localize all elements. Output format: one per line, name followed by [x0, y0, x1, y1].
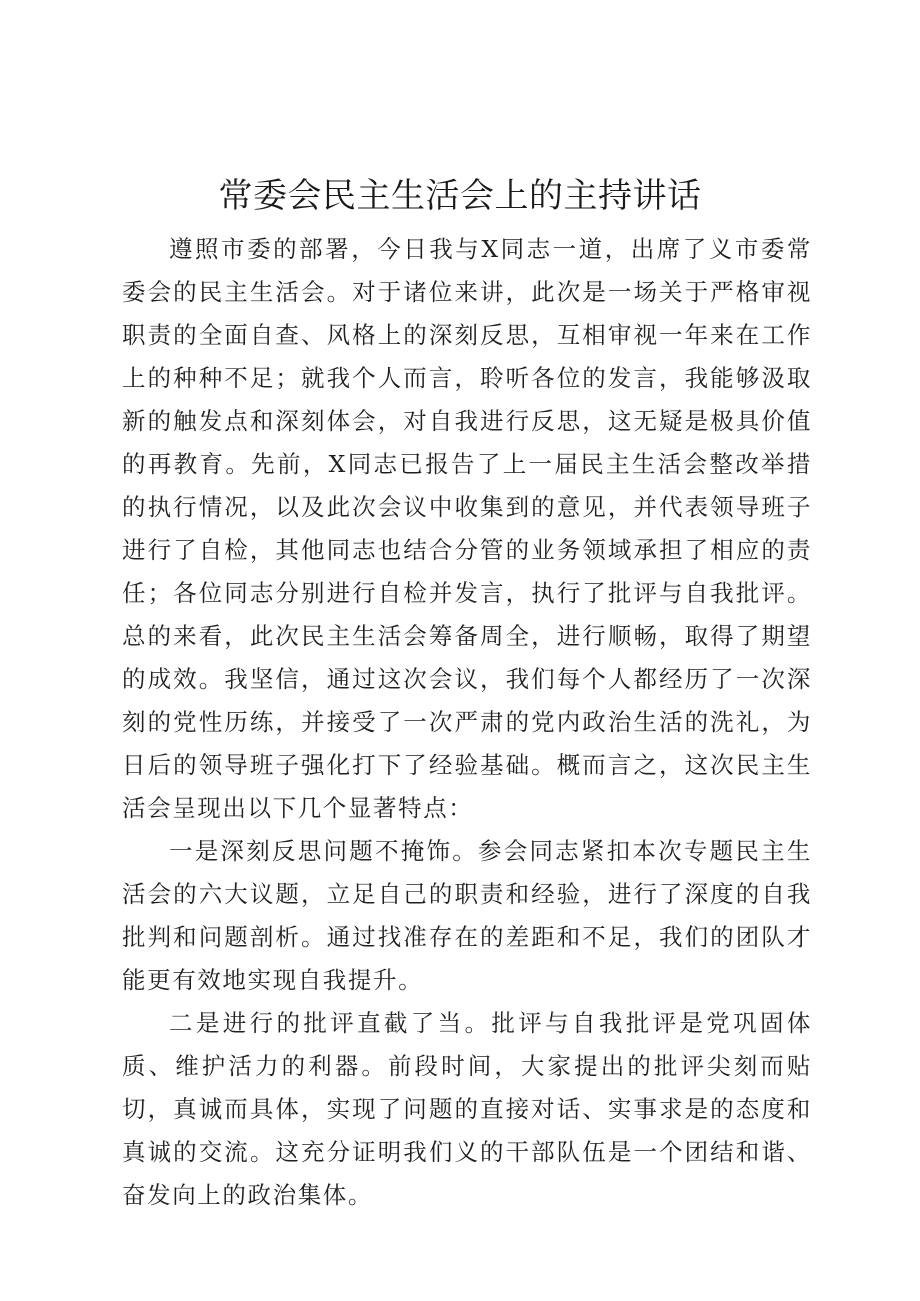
document-body [122, 228, 812, 1217]
paragraph-intro: 遵照市委的部署，今日我与X同志一道，出席了义市委常委会的民主生活会。对于诸位来讲，此次是一场关于严格审视职责的全面自查、风格上的深刻反思，互相审视一年来在工作上的种种不足；就我个人而言，聆听各位的发言，我能够汲取新的触发点和深刻体会，对自我进行反思，这无疑是极具价值的再教育。先前，X同志已报告了上一届民主生活会整改举措的执行情况，以及此次会议中收集到的意见，并代表领导班子进行了自检，其他同志也结合分管的业务领域承担了相应的责任；各位同志分别进行自检并发言，执行了批评与自我批评。总的来看，此次民主生活会筹备周全，进行顺畅，取得了期望的成效。我坚信，通过这次会议，我们每个人都经历了一次深刻的党性历练，并接受了一次严肃的党内政治生活的洗礼，为日后的领导班子强化打下了经验基础。概而言之，这次民主生活会呈现出以下几个显著特点： [122, 235, 812, 822]
paragraph-point-one: 一是深刻反思问题不掩饰。参会同志紧扣本次专题民主生活会的六大议题，立足自己的职责和经验，进行了深度的自我批判和问题剖析。通过找准存在的差距和不足，我们的团队才能更有效地实现自我提升。 [122, 837, 812, 994]
paragraph-point-two: 二是进行的批评直截了当。批评与自我批评是党巩固体质、维护活力的利器。前段时间，大家提出的批评尖刻而贴切，真诚而具体，实现了问题的直接对话、实事求是的态度和真诚的交流。这充分证明我们义的干部队伍是一个团结和谐、奋发向上的政治集体。 [122, 1009, 812, 1209]
document-title: 常委会民主生活会上的主持讲话 [218, 176, 702, 216]
